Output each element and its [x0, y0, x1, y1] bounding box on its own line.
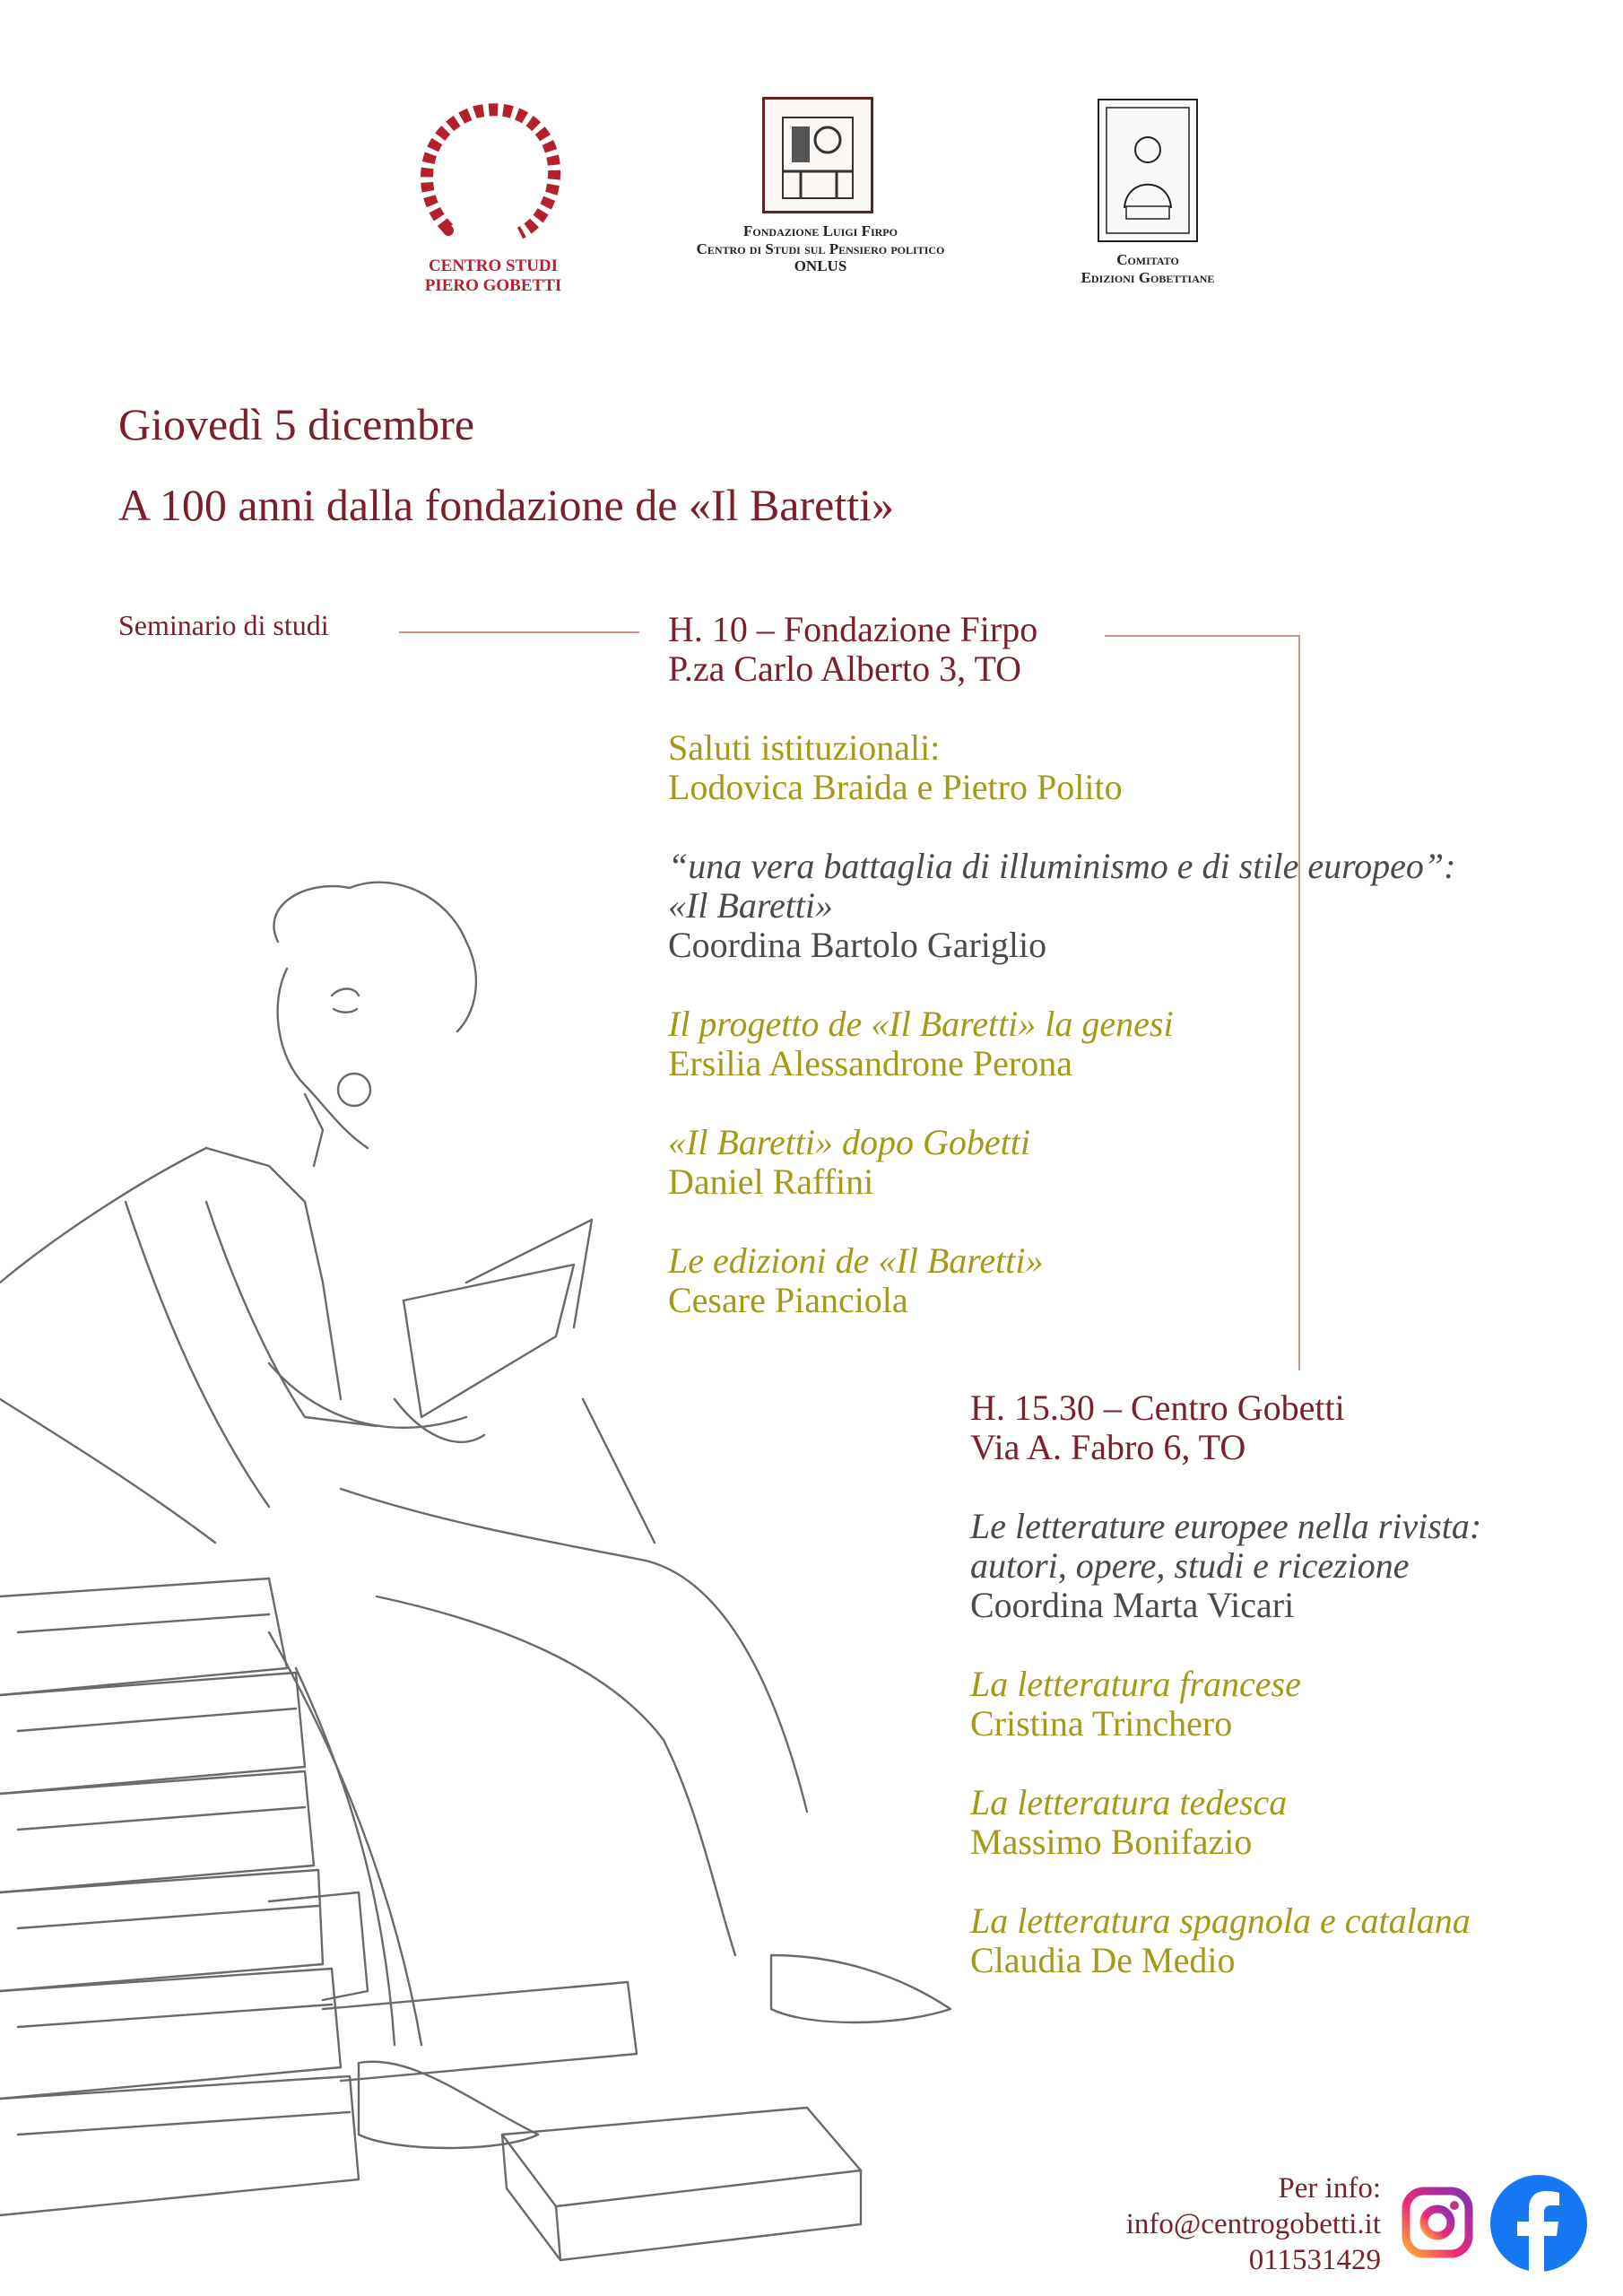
greetings-names: Lodovica Braida e Pietro Polito	[668, 767, 1123, 807]
firpo-logo-line2: Centro di Studi sul Pensiero politico	[696, 239, 945, 257]
afternoon-talk-title: La letteratura francese	[970, 1664, 1301, 1704]
facebook-icon[interactable]	[1490, 2175, 1587, 2272]
afternoon-session-title-1: Le letterature europee nella rivista:	[970, 1506, 1482, 1546]
morning-session-title-2: «Il Baretti»	[668, 885, 834, 926]
afternoon-talk-title: La letteratura tedesca	[970, 1782, 1288, 1822]
afternoon-address: Via A. Fabro 6, TO	[970, 1427, 1246, 1467]
gobetti-arc-logo	[395, 94, 592, 247]
afternoon-talk-speaker: Cristina Trinchero	[970, 1703, 1233, 1744]
morning-address: P.za Carlo Alberto 3, TO	[668, 648, 1022, 689]
afternoon-program	[970, 1388, 1481, 1980]
afternoon-time-place: H. 15.30 – Centro Gobetti	[970, 1387, 1345, 1428]
instagram-icon[interactable]	[1401, 2186, 1474, 2259]
morning-talk-speaker: Daniel Raffini	[668, 1161, 874, 1202]
contact-info	[1022, 2170, 1381, 2278]
morning-talk-title: Il progetto de «Il Baretti» la genesi	[668, 1004, 1174, 1044]
morning-talk-title: Le edizioni de «Il Baretti»	[668, 1240, 1044, 1281]
morning-chair: Coordina Bartolo Gariglio	[668, 925, 1047, 965]
afternoon-session-title-2: autori, opere, studi e ricezione	[970, 1545, 1410, 1586]
comitato-portrait-image	[1098, 99, 1198, 242]
morning-time-place: H. 10 – Fondazione Firpo	[668, 609, 1038, 649]
afternoon-talk-speaker: Claudia De Medio	[970, 1940, 1236, 1980]
event-title: A 100 anni dalla fondazione de «Il Baretti»	[118, 480, 895, 530]
afternoon-chair: Coordina Marta Vicari	[970, 1585, 1295, 1625]
morning-talk-speaker: Cesare Pianciola	[668, 1280, 908, 1320]
connector-rule-left	[399, 631, 639, 633]
logo-centro-gobetti	[395, 94, 592, 300]
greetings-label: Saluti istituzionali:	[668, 727, 941, 768]
event-date: Giovedì 5 dicembre	[118, 399, 475, 449]
info-phone[interactable]: 011531429	[1248, 2244, 1381, 2276]
firpo-logo-line1: Fondazione Luigi Firpo	[743, 222, 898, 239]
logo-fondazione-firpo	[632, 97, 1009, 303]
firpo-press-image	[762, 97, 873, 213]
afternoon-talk-title: La letteratura spagnola e catalana	[970, 1900, 1471, 1941]
gobetti-logo-line1: CENTRO STUDI	[428, 257, 559, 275]
comitato-logo-line1: Comitato	[1116, 251, 1179, 268]
firpo-logo-line3: ONLUS	[794, 257, 847, 275]
logo-comitato	[1049, 99, 1228, 296]
morning-talk-title: «Il Baretti» dopo Gobetti	[668, 1122, 1031, 1162]
morning-session-title-1: “una vera battaglia di illuminismo e di stile europeo”:	[668, 846, 1456, 886]
afternoon-talk-speaker: Massimo Bonifazio	[970, 1822, 1253, 1862]
info-label: Per info:	[1278, 2172, 1381, 2205]
comitato-logo-line2: Edizioni Gobettiane	[1081, 268, 1215, 286]
seminar-label: Seminario di studi	[118, 609, 329, 641]
morning-program	[668, 610, 1455, 1320]
gobetti-logo-line2: PIERO GOBETTI	[424, 275, 562, 295]
morning-talk-speaker: Ersilia Alessandrone Perona	[668, 1043, 1072, 1083]
info-email[interactable]: info@centrogobetti.it	[1125, 2208, 1381, 2240]
